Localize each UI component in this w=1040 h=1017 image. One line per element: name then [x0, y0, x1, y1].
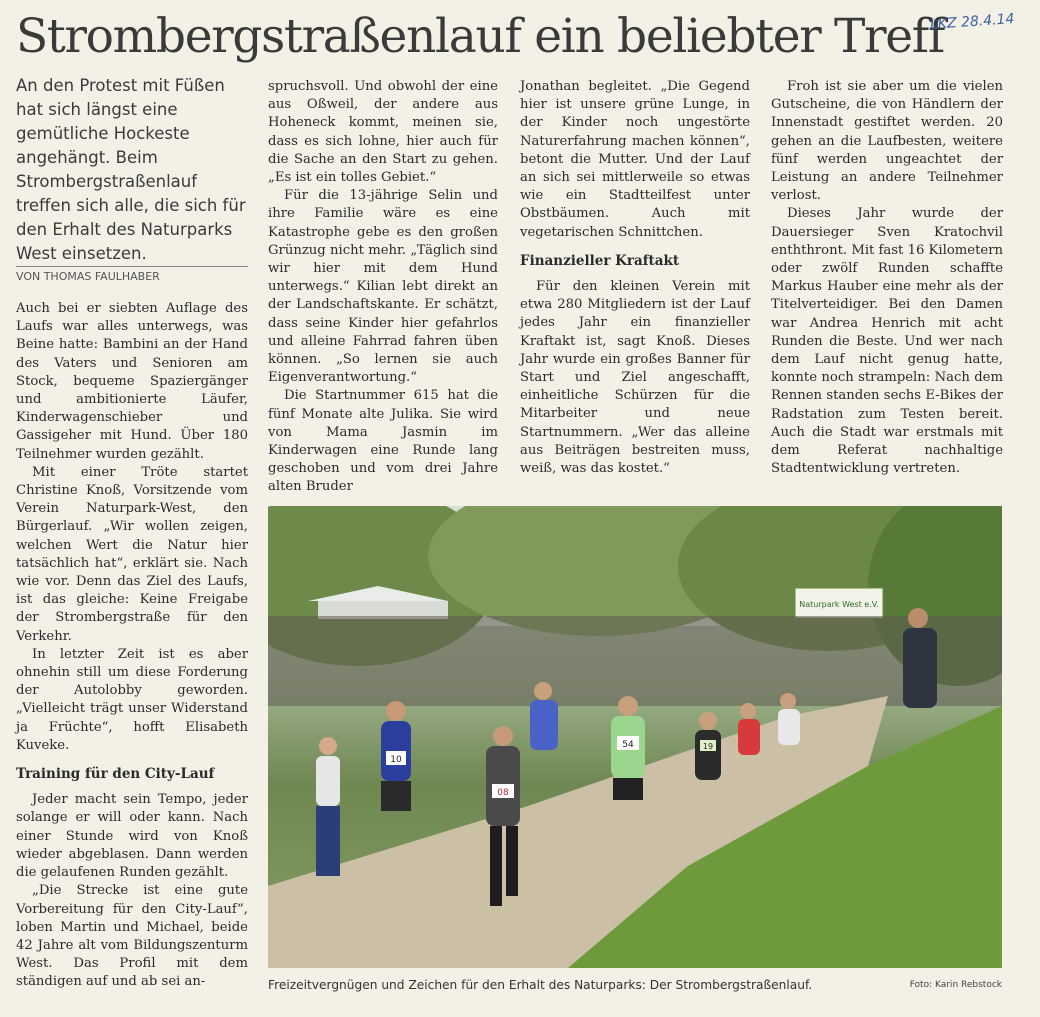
- runner-head: [493, 726, 513, 746]
- paragraph: „Die Strecke ist eine gute Vorbereitung für den City-Lauf“, loben Martin und Michael, beide 42 Jahre alt vom Bildungszenturm West. Das Profil mit dem ständigen auf und ab sei an-: [16, 883, 248, 990]
- paragraph: Auch bei er siebten Auflage des Laufs war alles unterwegs, was Beine hatte: Bambini an der Hand des Vaters und Senioren am Stock, bequeme Spaziergänger und ambitionierte Läufer, Kinderwagenschieber und Gassigeher mit Hund. Über 180 Teilnehmer wurden gezählt.: [16, 301, 248, 462]
- bib-number: 10: [390, 755, 402, 765]
- handwritten-date-note: LKZ 28.4.14: [929, 11, 1015, 33]
- text-column-3: [520, 78, 750, 478]
- runner-shirt: [778, 709, 800, 745]
- byline-divider: [16, 266, 248, 267]
- article-photo: [268, 506, 1002, 968]
- paragraph: spruchsvoll. Und obwohl der eine aus Oßweil, der andere aus Hoheneck kommt, meinen sie, dass es sich lohne, hier auch für die Sache an den Start zu gehen. „Es ist ein tolles Gebiet.“: [268, 79, 498, 186]
- bib-number: 54: [622, 740, 634, 750]
- runner-trousers: [316, 806, 340, 876]
- text-column-2: [268, 78, 498, 497]
- paragraph: In letzter Zeit ist es aber ohnehin still um diese Forderung der Autolobby geworden. „Vielleicht trägt unser Widerstand ja Früchte“, hofft Elisabeth Kuveke.: [16, 646, 248, 753]
- paragraph: Dieses Jahr wurde der Dauersieger Sven Kratochvil enththront. Mit fast 16 Kilometern oder zwölf Runden schaffte Markus Hauber eine mehr als der Titelverteidiger. Bei den Damen war Andrea Henrich mit acht Runden die Beste. Und wer nach dem Lauf nicht genug hatte, konnte noch strampeln: Nach dem Rennen standen sechs E-Bikes der Radstation zum Testen bereit. Auch die Stadt war erstmals mit dem Referat nachhaltige Stadtentwicklung vertreten.: [771, 206, 1003, 477]
- spectator-head: [908, 608, 928, 628]
- paragraph: Für den kleinen Verein mit etwa 280 Mitgliedern ist der Lauf jedes Jahr ein finanzieller Kraftakt ist, sagt Knoß. Dieses Jahr wurde ein großes Banner für Start und Ziel angeschafft, einheitliche Schürzen für die Mitarbeiter und neue Startnummern. „Wer das alleine aus Beiträgen bestreiten muss, weiß, was das kostet.“: [520, 279, 750, 477]
- subheading: Training für den City-Lauf: [16, 766, 215, 783]
- paragraph: Die Startnummer 615 hat die fünf Monate alte Julika. Sie wird von Mama Jasmin im Kinderwagen eine Runde lang geschoben und vom drei Jahre alten Bruder: [268, 388, 498, 495]
- runner-leg: [506, 826, 518, 896]
- bib-number: 08: [497, 788, 509, 798]
- photo-credit: Foto: Karin Rebstock: [909, 980, 1002, 990]
- runner-head: [780, 693, 796, 709]
- runner-shirt: [316, 756, 340, 806]
- runner-shirt: [738, 719, 760, 755]
- runner-head: [534, 682, 552, 700]
- runner-head: [386, 701, 406, 721]
- runner-shirt: [530, 700, 558, 750]
- runner-head: [618, 696, 638, 716]
- caption-text: Freizeitvergnügen und Zeichen für den Erhalt des Naturparks: Der Strombergstraßenlauf.: [268, 978, 813, 992]
- article-intro: An den Protest mit Füßen hat sich längst eine gemütliche Hockeste angehängt. Beim Strombergstraßenlauf treffen sich alle, die sich für den Erhalt des Naturparks West einsetzen.: [16, 76, 246, 263]
- banner-text: Naturpark West e.V.: [799, 600, 879, 609]
- byline: VON THOMAS FAULHABER: [16, 270, 160, 283]
- paragraph: Jonathan begleitet. „Die Gegend hier ist unsere grüne Lunge, in der Kinder noch ungestörte Naturerfahrung machen können“, betont die Mutter. Und der Lauf an sich sei mittlerweile so etwas wie ein Stadtteilfest unter Obstbäumen. Auch mit vegetarischen Schnittchen.: [520, 79, 750, 240]
- paragraph: Mit einer Tröte startet Christine Knoß, Vorsitzende vom Verein Naturpark-West, den Bürgerlauf. „Wir wollen zeigen, welchen Wert die Natur hier tatsächlich hat“, erklärt sie. Nach wie vor. Denn das Ziel des Laufs, ist das gleiche: Keine Freigabe der Strombergstraße für den Verkehr.: [16, 464, 248, 644]
- runner-head: [699, 712, 717, 730]
- bib-number: 19: [702, 742, 714, 751]
- text-column-4: [771, 78, 1003, 478]
- paragraph: Froh ist sie aber um die vielen Gutscheine, die von Händlern der Innenstadt gestiftet werden. 20 gehen an die Laufbesten, weitere fünf werden ungeachtet der Leistung an andere Teilnehmer verlost.: [771, 79, 1003, 204]
- text-column-1: [16, 300, 248, 992]
- paragraph: Für die 13-jährige Selin und ihre Familie wäre es eine Katastrophe gebe es den großen Grünzug nicht mehr. „Täglich sind wir hier mit dem Hund unterwegs.“ Kilian lebt direkt an der Landschaftskante. Er schätzt, dass seine Kinder hier gefahrlos und alleine Fahrrad fahren üben können. „So lernen sie auch Eigenverantwortung.“: [268, 188, 498, 386]
- runner-shorts: [613, 778, 643, 800]
- runner-shirt: [695, 730, 721, 780]
- runner-leg: [490, 826, 502, 906]
- subheading: Finanzieller Kraftakt: [520, 252, 680, 269]
- spectator-with-backpack: [903, 628, 937, 708]
- runner-shorts: [381, 781, 411, 811]
- paragraph: Jeder macht sein Tempo, jeder solange er will oder kann. Nach einer Stunde wird von Knoß wieder abgeblasen. Dann werden die gelaufenen Runden gezählt.: [16, 792, 248, 881]
- spectator-crowd: [268, 616, 1002, 706]
- photo-caption: [268, 978, 1002, 992]
- article-headline: Strombergstraßenlauf ein beliebter Treff: [16, 9, 944, 64]
- runner-head: [319, 737, 337, 755]
- runners-photo-illustration: [268, 506, 1002, 968]
- runner-head: [740, 703, 756, 719]
